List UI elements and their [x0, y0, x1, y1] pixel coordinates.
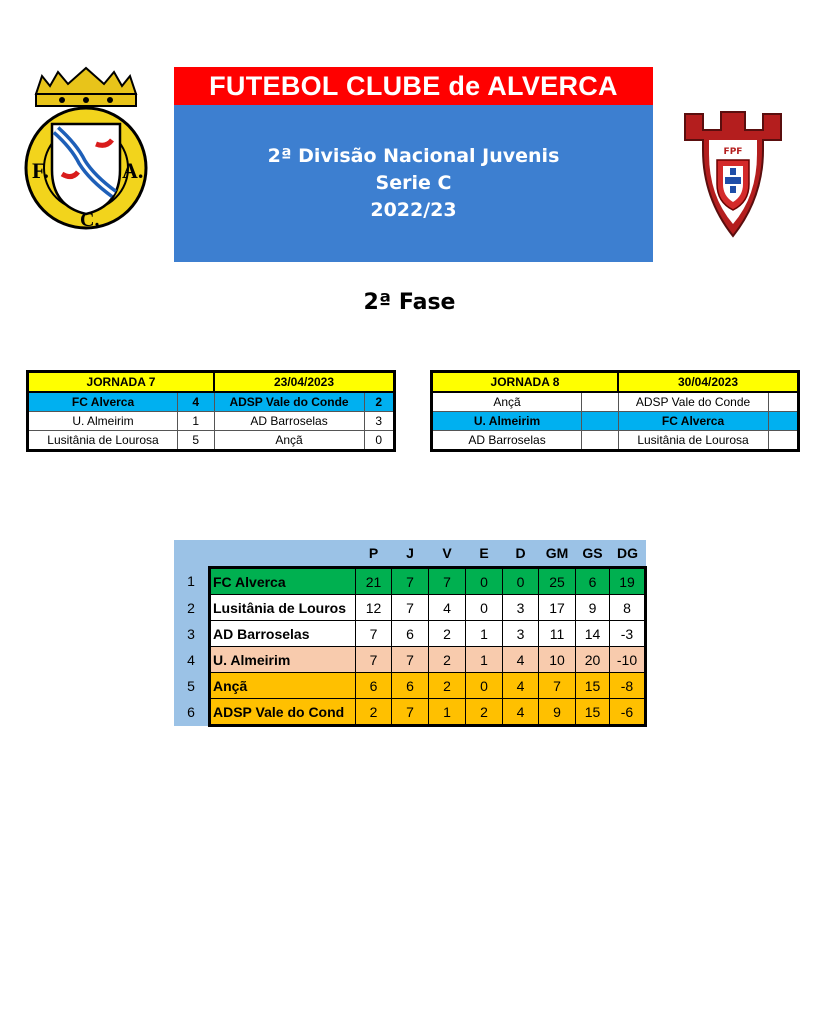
competition-name: 2ª Divisão Nacional Juvenis — [267, 145, 560, 167]
goals-against: 15 — [576, 699, 610, 726]
goal-difference: 8 — [610, 595, 646, 621]
position: 6 — [174, 699, 210, 726]
header-team — [210, 540, 356, 568]
match-row — [28, 412, 395, 431]
draws: 0 — [466, 673, 503, 699]
fpf-crest-logo — [683, 110, 783, 238]
home-team: Lusitânia de Lourosa — [28, 431, 178, 451]
col-header: P — [356, 540, 392, 568]
goals-against: 20 — [576, 647, 610, 673]
away-team: AD Barroselas — [214, 412, 364, 431]
position: 1 — [174, 568, 210, 595]
goal-difference: -3 — [610, 621, 646, 647]
draws: 0 — [466, 568, 503, 595]
goals-against: 6 — [576, 568, 610, 595]
wins: 1 — [429, 699, 466, 726]
points: 21 — [356, 568, 392, 595]
goal-difference: -8 — [610, 673, 646, 699]
jornada-7-table — [26, 370, 396, 452]
jornada-8-date: 30/04/2023 — [618, 372, 798, 393]
goals-for: 7 — [539, 673, 576, 699]
match-row — [28, 431, 395, 451]
goals-against: 9 — [576, 595, 610, 621]
goal-difference: -10 — [610, 647, 646, 673]
points: 7 — [356, 647, 392, 673]
played: 7 — [392, 568, 429, 595]
col-header: GS — [576, 540, 610, 568]
points: 6 — [356, 673, 392, 699]
table-row — [174, 673, 646, 699]
standings-table-wrapper — [174, 540, 647, 727]
home-goals — [582, 392, 618, 412]
home-team: AD Barroselas — [432, 431, 582, 451]
played: 7 — [392, 595, 429, 621]
goal-difference: -6 — [610, 699, 646, 726]
points: 2 — [356, 699, 392, 726]
team-name: ADSP Vale do Cond — [210, 699, 356, 726]
away-goals — [768, 431, 798, 451]
away-goals — [768, 392, 798, 412]
away-team: FC Alverca — [618, 412, 768, 431]
header-banner — [174, 67, 653, 262]
team-name: FC Alverca — [210, 568, 356, 595]
home-team: U. Almeirim — [432, 412, 582, 431]
losses: 3 — [503, 621, 539, 647]
standings-header — [174, 540, 646, 568]
draws: 2 — [466, 699, 503, 726]
draws: 1 — [466, 621, 503, 647]
goals-against: 14 — [576, 621, 610, 647]
home-team: FC Alverca — [28, 392, 178, 412]
home-team: U. Almeirim — [28, 412, 178, 431]
played: 6 — [392, 621, 429, 647]
competition-block — [174, 105, 653, 262]
played: 6 — [392, 673, 429, 699]
team-name: Lusitânia de Louros — [210, 595, 356, 621]
losses: 4 — [503, 647, 539, 673]
losses: 3 — [503, 595, 539, 621]
position: 5 — [174, 673, 210, 699]
losses: 4 — [503, 699, 539, 726]
away-team: ADSP Vale do Conde — [618, 392, 768, 412]
jornada-8-table — [430, 370, 800, 452]
wins: 2 — [429, 647, 466, 673]
crest-letter-a: A. — [122, 158, 144, 183]
fc-alverca-crest-logo — [22, 66, 150, 231]
standings-table — [174, 540, 647, 727]
away-goals: 0 — [364, 431, 394, 451]
jornada-7-date: 23/04/2023 — [214, 372, 394, 393]
series-name: Serie C — [375, 172, 452, 194]
jornada-7-header — [28, 372, 395, 393]
goals-for: 25 — [539, 568, 576, 595]
match-row — [28, 392, 395, 412]
header-pos — [174, 540, 210, 568]
match-row — [432, 431, 799, 451]
team-name: U. Almeirim — [210, 647, 356, 673]
position: 2 — [174, 595, 210, 621]
wins: 7 — [429, 568, 466, 595]
draws: 1 — [466, 647, 503, 673]
away-goals: 2 — [364, 392, 394, 412]
played: 7 — [392, 647, 429, 673]
table-row — [174, 568, 646, 595]
points: 12 — [356, 595, 392, 621]
home-goals: 5 — [178, 431, 214, 451]
col-header: J — [392, 540, 429, 568]
goals-against: 15 — [576, 673, 610, 699]
col-header: GM — [539, 540, 576, 568]
goals-for: 11 — [539, 621, 576, 647]
goal-difference: 19 — [610, 568, 646, 595]
home-goals — [582, 431, 618, 451]
team-name: AD Barroselas — [210, 621, 356, 647]
club-name: FUTEBOL CLUBE de ALVERCA — [174, 67, 653, 105]
season: 2022/23 — [370, 199, 457, 221]
away-team: Lusitânia de Lourosa — [618, 431, 768, 451]
col-header: V — [429, 540, 466, 568]
jornada-8-header — [432, 372, 799, 393]
away-team: ADSP Vale do Conde — [214, 392, 364, 412]
wins: 2 — [429, 673, 466, 699]
draws: 0 — [466, 595, 503, 621]
goals-for: 9 — [539, 699, 576, 726]
col-header: DG — [610, 540, 646, 568]
table-row — [174, 699, 646, 726]
wins: 2 — [429, 621, 466, 647]
table-row — [174, 621, 646, 647]
col-header: E — [466, 540, 503, 568]
goals-for: 17 — [539, 595, 576, 621]
crest-letter-f: F. — [32, 158, 49, 183]
home-team: Ançã — [432, 392, 582, 412]
losses: 0 — [503, 568, 539, 595]
match-row — [432, 392, 799, 412]
jornada-7-title: JORNADA 7 — [28, 372, 215, 393]
points: 7 — [356, 621, 392, 647]
away-goals: 3 — [364, 412, 394, 431]
home-goals: 1 — [178, 412, 214, 431]
phase-title: 2ª Fase — [363, 290, 456, 315]
jornada-8-title: JORNADA 8 — [432, 372, 619, 393]
losses: 4 — [503, 673, 539, 699]
home-goals: 4 — [178, 392, 214, 412]
table-row — [174, 595, 646, 621]
table-row — [174, 647, 646, 673]
home-goals — [582, 412, 618, 431]
col-header: D — [503, 540, 539, 568]
away-goals — [768, 412, 798, 431]
position: 3 — [174, 621, 210, 647]
played: 7 — [392, 699, 429, 726]
match-row — [432, 412, 799, 431]
team-name: Ançã — [210, 673, 356, 699]
goals-for: 10 — [539, 647, 576, 673]
position: 4 — [174, 647, 210, 673]
fpf-initials: FPF — [723, 147, 743, 157]
crest-letter-c: C. — [80, 209, 100, 231]
away-team: Ançã — [214, 431, 364, 451]
wins: 4 — [429, 595, 466, 621]
